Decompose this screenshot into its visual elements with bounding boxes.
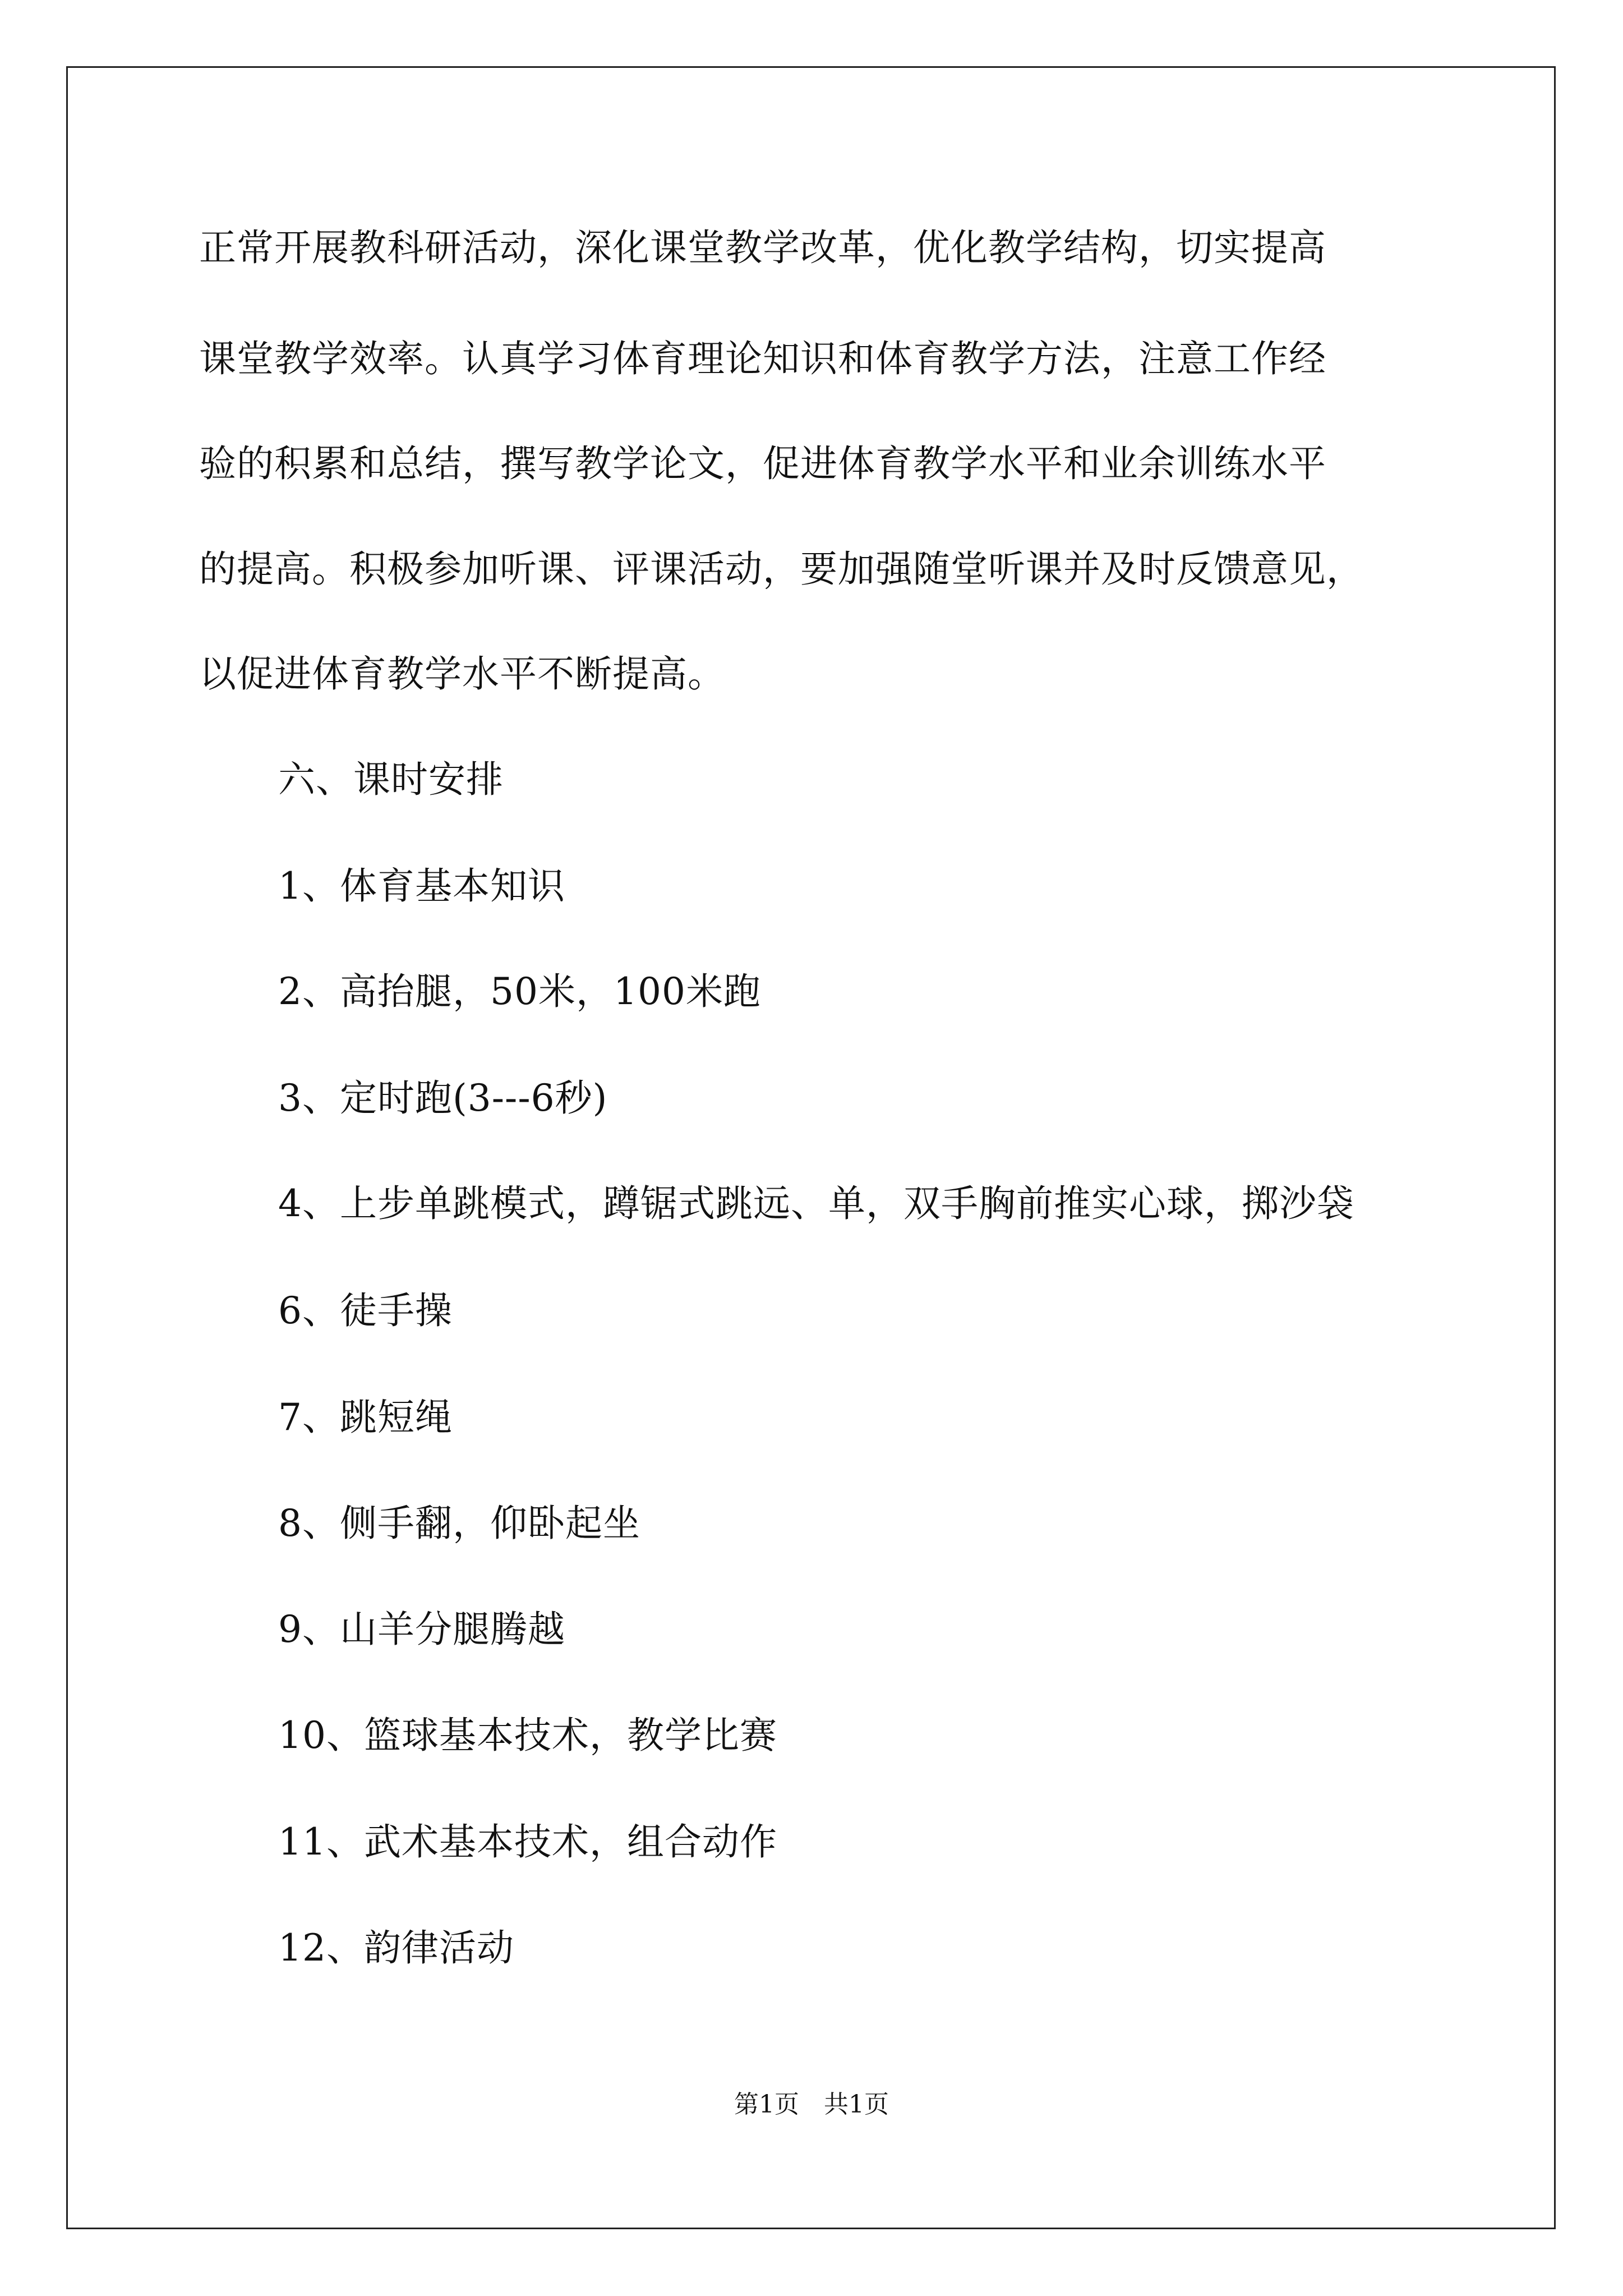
list-item: 6、徒手操 bbox=[278, 1289, 453, 1332]
list-item: 1、体育基本知识 bbox=[278, 864, 565, 908]
list-item: 9、山羊分腿腾越 bbox=[278, 1608, 565, 1651]
paragraph-line: 正常开展教科研活动，深化课堂教学改革，优化教学结构，切实提高 bbox=[199, 226, 1326, 269]
page-footer: 第1页 共1页 bbox=[734, 2090, 889, 2119]
page-border bbox=[66, 66, 1556, 2229]
paragraph-line: 验的积累和总结，撰写教学论文，促进体育教学水平和业余训练水平 bbox=[199, 442, 1326, 485]
list-item: 12、韵律活动 bbox=[278, 1926, 514, 1970]
list-item: 10、篮球基本技术，教学比赛 bbox=[278, 1714, 777, 1757]
list-item: 7、跳短绳 bbox=[278, 1396, 453, 1439]
paragraph-line: 的提高。积极参加听课、评课活动，要加强随堂听课并及时反馈意见， bbox=[199, 547, 1364, 591]
list-item: 3、定时跑(3---6秒) bbox=[278, 1076, 608, 1120]
list-item: 2、高抬腿，50米，100米跑 bbox=[278, 970, 761, 1013]
list-item: 11、武术基本技术，组合动作 bbox=[278, 1820, 777, 1864]
section-heading: 六、课时安排 bbox=[278, 758, 504, 801]
list-item: 8、侧手翻，仰卧起坐 bbox=[278, 1502, 640, 1545]
list-item: 4、上步单跳模式，蹲锯式跳远、单，双手胸前推实心球，掷沙袋 bbox=[278, 1182, 1354, 1225]
paragraph-line: 课堂教学效率。认真学习体育理论知识和体育教学方法，注意工作经 bbox=[199, 337, 1326, 380]
paragraph-line: 以促进体育教学水平不断提高。 bbox=[199, 652, 725, 696]
